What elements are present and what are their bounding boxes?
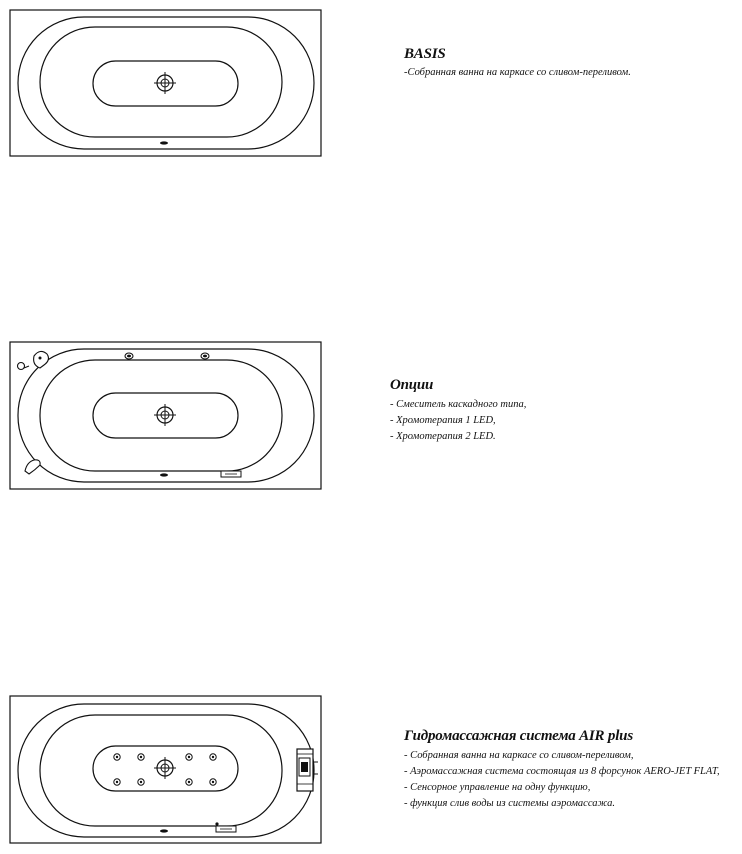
drain-icon xyxy=(154,72,176,94)
led-light-icon xyxy=(201,353,209,359)
air-plus-description xyxy=(404,728,720,812)
air-jet-icon xyxy=(114,754,120,760)
air-jet-icon xyxy=(210,754,216,760)
air-plus-item: - функция слив воды из системы аэромассажа. xyxy=(404,798,615,809)
air-blower-icon xyxy=(297,749,318,791)
bathtub-options-drawing xyxy=(8,340,324,492)
basis-title: BASIS xyxy=(404,46,446,62)
basis-item: -Собранная ванна на каркасе со сливом-переливом. xyxy=(404,67,631,78)
air-plus-item: - Сенсорное управление на одну функцию, xyxy=(404,782,591,793)
overflow-icon xyxy=(160,829,168,832)
control-panel-icon xyxy=(215,822,236,832)
options-item: - Смеситель каскадного типа, xyxy=(390,399,527,410)
air-jet-icon xyxy=(138,754,144,760)
basis-description xyxy=(404,46,631,80)
air-jet-icon xyxy=(114,779,120,785)
options-item: - Хромотерапия 1 LED, xyxy=(390,415,496,426)
mixer-handle-icon xyxy=(25,460,40,474)
air-plus-title: Гидромассажная система AIR plus xyxy=(404,728,633,744)
drain-icon xyxy=(154,404,176,426)
bathtub-basis-drawing xyxy=(8,8,324,158)
options-title: Опции xyxy=(390,377,434,393)
air-jet-icon xyxy=(210,779,216,785)
overflow-icon xyxy=(160,141,168,144)
bathtub-air-plus-drawing xyxy=(8,694,324,846)
overflow-icon xyxy=(160,473,168,476)
air-plus-item: - Собранная ванна на каркасе со сливом-переливом, xyxy=(404,750,634,761)
options-item: - Хромотерапия 2 LED. xyxy=(390,431,496,442)
air-jet-icon xyxy=(186,779,192,785)
mixer-spout-icon xyxy=(18,351,49,369)
control-panel-icon xyxy=(221,471,241,477)
drain-icon xyxy=(154,757,176,779)
air-plus-item: - Аэромассажная система состоящая из 8 форсунок AERO-JET FLAT, xyxy=(404,766,720,777)
air-jet-icon xyxy=(138,779,144,785)
led-light-icon xyxy=(125,353,133,359)
air-jet-icon xyxy=(186,754,192,760)
options-description xyxy=(390,377,526,445)
